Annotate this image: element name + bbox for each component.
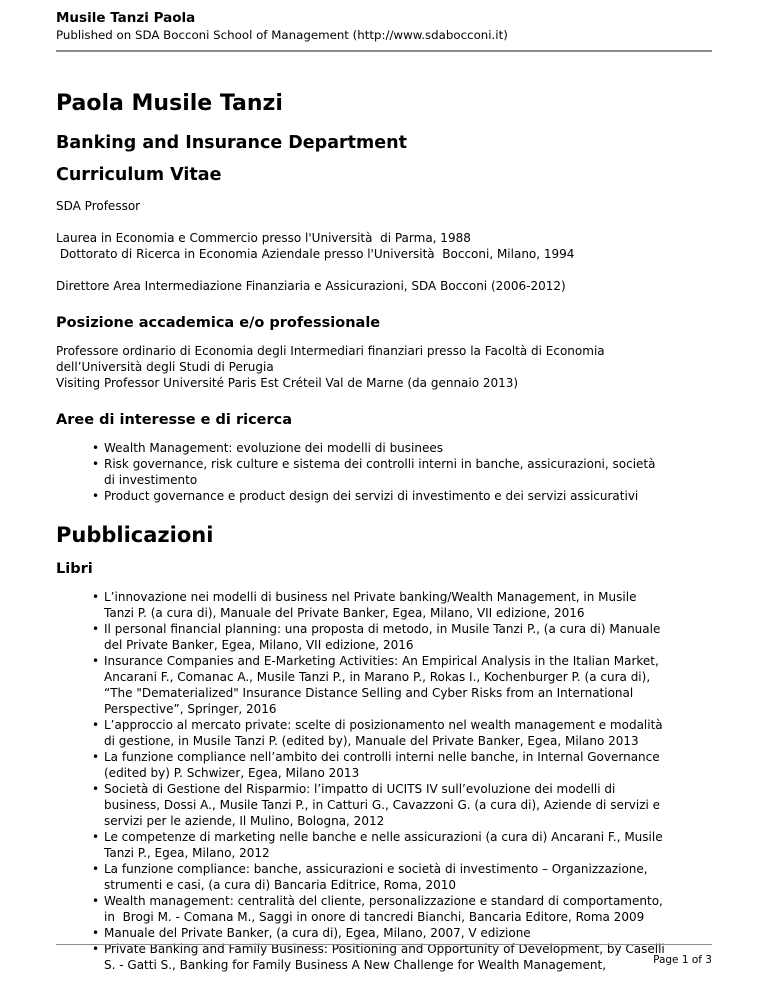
list-item: • La funzione compliance: banche, assicurazioni e società di investimento – Organizzazione, strumenti e casi, (a cura di) Bancaria Editrice, Roma, 2010 xyxy=(104,861,712,893)
academic-heading: Posizione accademica e/o professionale xyxy=(56,315,381,331)
list-item: • La funzione compliance nell’ambito dei controlli interni nelle banche, in Internal Governance (edited by) P. Schwizer, Egea, Milano 2013 xyxy=(104,749,712,781)
list-item: • L’approccio al mercato private: scelte di posizionamento nel wealth management e modalità di gestione, in Musile Tanzi P. (edited by), Manuale del Private Banker, Egea, Milano 2013 xyxy=(104,717,712,749)
header-divider xyxy=(56,50,712,52)
list-item: • L’innovazione nei modelli di business nel Private banking/Wealth Management, in Musile Tanzi P. (a cura di), Manuale del Private Banker, Egea, Milano, VII edizione, 2016 xyxy=(104,589,712,621)
books-heading: Libri xyxy=(56,561,93,577)
cv-heading: Curriculum Vitae xyxy=(56,165,222,185)
research-heading: Aree di interesse e di ricerca xyxy=(56,412,293,428)
role-text: SDA Professor xyxy=(56,199,141,213)
research-list xyxy=(56,440,712,504)
list-item: • Le competenze di marketing nelle banche e nelle assicurazioni (a cura di) Ancarani F., Musile Tanzi P., Egea, Milano, 2012 xyxy=(104,829,712,861)
page-header xyxy=(56,10,712,43)
header-published: Published on SDA Bocconi School of Management (http://www.sdabocconi.it) xyxy=(56,28,508,42)
list-item: • Manuale del Private Banker, (a cura di), Egea, Milano, 2007, V edizione xyxy=(104,925,712,941)
education-line: Dottorato di Ricerca in Economia Aziendale presso l'Università Bocconi, Milano, 1994 xyxy=(56,247,575,261)
position-note: Direttore Area Intermediazione Finanziaria e Assicurazioni, SDA Bocconi (2006-2012) xyxy=(56,279,566,293)
department-heading: Banking and Insurance Department xyxy=(56,133,407,153)
header-title: Musile Tanzi Paola xyxy=(56,10,196,26)
list-item: • Insurance Companies and E-Marketing Activities: An Empirical Analysis in the Italian Market, Ancarani F., Comanac A., Musile Tanzi P., in Marano P., Rokas I., Kochenburger P. (a cura di), “The "Dematerialized" Insurance Distance Selling and Cyber Risks from an International Perspective”, Springer, 2016 xyxy=(104,653,712,717)
list-item: • Risk governance, risk culture e sistema dei controlli interni in banche, assicurazioni, società di investimento xyxy=(104,456,712,488)
list-item: • Private Banking and Family Business: Positioning and Opportunity of Development, by Caselli S. - Gatti S., Banking for Family Business A New Challenge for Wealth Management, xyxy=(104,941,712,973)
education-line: Laurea in Economia e Commercio presso l'Università di Parma, 1988 xyxy=(56,231,471,245)
list-item: • Società di Gestione del Risparmio: l’impatto di UCITS IV sull’evoluzione dei modelli di business, Dossi A., Musile Tanzi P., in Catturi G., Cavazzoni G. (a cura di), Aziende di servizi e servizi per le aziende, Il Mulino, Bologna, 2012 xyxy=(104,781,712,829)
academic-line: Professore ordinario di Economia degli Intermediari finanziari presso la Facoltà di Economia xyxy=(56,344,605,358)
page-number: Page 1 of 3 xyxy=(653,954,712,966)
person-name: Paola Musile Tanzi xyxy=(56,91,283,116)
academic-line: dell’Università degli Studi di Perugia xyxy=(56,360,274,374)
publications-heading: Pubblicazioni xyxy=(56,523,214,547)
footer-divider xyxy=(56,944,712,945)
list-item: • Il personal financial planning: una proposta di metodo, in Musile Tanzi P., (a cura di) Manuale del Private Banker, Egea, Milano, VII edizione, 2016 xyxy=(104,621,712,653)
list-item: • Wealth management: centralità del cliente, personalizzazione e standard di comportamento, in Brogi M. - Comana M., Saggi in onore di tancredi Bianchi, Bancaria Editore, Roma 2009 xyxy=(104,893,712,925)
document-body xyxy=(56,90,712,973)
books-list xyxy=(56,589,712,973)
list-item: • Wealth Management: evoluzione dei modelli di businees xyxy=(104,440,712,456)
academic-line: Visiting Professor Université Paris Est Créteil Val de Marne (da gennaio 2013) xyxy=(56,376,519,390)
list-item: • Product governance e product design dei servizi di investimento e dei servizi assicurativi xyxy=(104,488,712,504)
